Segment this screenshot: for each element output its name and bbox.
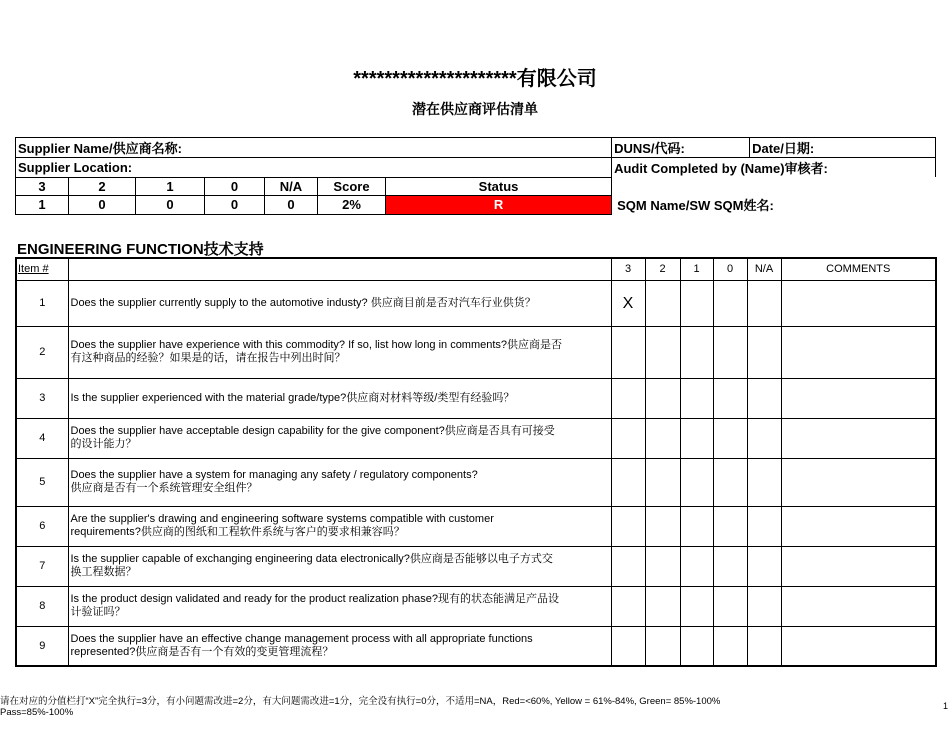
question-line-1: Does the supplier have acceptable design capability for the give component?供应商是否具有可接受 bbox=[70, 425, 555, 437]
audit-completed-label: Audit Completed by (Name)审核者: bbox=[612, 158, 936, 178]
question-line-2: requirements?供应商的图纸和工程软件系统与客户的要求相兼容吗？ bbox=[70, 526, 405, 538]
duns-label: DUNS/代码: bbox=[612, 138, 750, 158]
question-text bbox=[68, 378, 611, 418]
score-cell-3[interactable] bbox=[611, 458, 645, 506]
score-cell-2[interactable] bbox=[645, 586, 680, 626]
score-cell-1[interactable] bbox=[680, 326, 713, 378]
col-2-header: 2 bbox=[645, 258, 680, 280]
score-header-0: 0 bbox=[205, 177, 265, 195]
score-cell-3[interactable] bbox=[611, 546, 645, 586]
question-text bbox=[68, 546, 611, 586]
comments-cell[interactable] bbox=[781, 586, 936, 626]
question-line-1: Does the supplier have an effective change management process with all appropriate functions bbox=[70, 632, 533, 645]
table-row bbox=[16, 280, 936, 326]
audit-blank bbox=[612, 177, 936, 195]
item-number-header: Item # bbox=[16, 258, 68, 280]
score-cell-0[interactable] bbox=[713, 458, 747, 506]
comments-cell[interactable] bbox=[781, 418, 936, 458]
question-line-2: 的设计能力？ bbox=[70, 438, 137, 450]
score-header-2: 2 bbox=[69, 177, 136, 195]
score-cell-1[interactable] bbox=[680, 506, 713, 546]
score-cell-1[interactable] bbox=[680, 586, 713, 626]
question-text bbox=[68, 326, 611, 378]
item-number: 5 bbox=[16, 458, 68, 506]
pass-criteria: Pass=85%-100% bbox=[0, 707, 74, 718]
company-title: *********************有限公司 bbox=[353, 68, 597, 90]
supplier-location-label: Supplier Location: bbox=[16, 158, 612, 178]
score-cell-1[interactable] bbox=[680, 546, 713, 586]
comments-header: COMMENTS bbox=[781, 258, 936, 280]
table-row bbox=[16, 546, 936, 586]
score-cell-2[interactable] bbox=[645, 458, 680, 506]
score-header-1: 1 bbox=[136, 177, 205, 195]
scoring-legend: 请在对应的分值栏打“X”完全执行=3分，有小问题需改进=2分，有大问题需改进=1分，完全没有执行=0分，不适用=NA，Red=<60%, Yellow = 61%-84%, Green= 85%-100% bbox=[0, 696, 721, 707]
score-cell-3[interactable] bbox=[611, 418, 645, 458]
score-header-score: Score bbox=[318, 177, 386, 195]
question-line-2: represented?供应商是否有一个有效的变更管理流程？ bbox=[70, 645, 334, 658]
score-cell-3[interactable]: X bbox=[611, 280, 645, 326]
score-cell-2[interactable] bbox=[645, 546, 680, 586]
score-value-2: 0 bbox=[69, 195, 136, 214]
table-row bbox=[16, 586, 936, 626]
form-subtitle: 潜在供应商评估清单 bbox=[412, 101, 538, 117]
comments-cell[interactable] bbox=[781, 458, 936, 506]
engineering-checklist-table bbox=[15, 257, 937, 667]
score-cell-na[interactable] bbox=[747, 418, 781, 458]
question-line-1: Is the supplier experienced with the material grade/type?供应商对材料等级/类型有经验吗？ bbox=[70, 391, 515, 404]
sqm-name-label: SQM Name/SW SQM姓名: bbox=[617, 198, 774, 213]
score-cell-0[interactable] bbox=[713, 378, 747, 418]
score-cell-2[interactable] bbox=[645, 418, 680, 458]
score-cell-0[interactable] bbox=[713, 626, 747, 666]
score-cell-2[interactable] bbox=[645, 626, 680, 666]
score-cell-na[interactable] bbox=[747, 546, 781, 586]
table-row bbox=[16, 506, 936, 546]
score-cell-0[interactable] bbox=[713, 546, 747, 586]
score-cell-0[interactable] bbox=[713, 326, 747, 378]
col-0-header: 0 bbox=[713, 258, 747, 280]
col-3-header: 3 bbox=[611, 258, 645, 280]
question-line-1: Are the supplier's drawing and engineering software systems compatible with customer bbox=[70, 513, 494, 525]
score-cell-1[interactable] bbox=[680, 280, 713, 326]
item-number: 8 bbox=[16, 586, 68, 626]
score-cell-1[interactable] bbox=[680, 458, 713, 506]
item-number: 2 bbox=[16, 326, 68, 378]
table-row bbox=[16, 378, 936, 418]
score-cell-1[interactable] bbox=[680, 418, 713, 458]
score-cell-3[interactable] bbox=[611, 506, 645, 546]
score-cell-3[interactable] bbox=[611, 378, 645, 418]
date-label: Date/日期: bbox=[750, 138, 936, 158]
question-text bbox=[68, 418, 611, 458]
score-cell-3[interactable] bbox=[611, 326, 645, 378]
comments-cell[interactable] bbox=[781, 280, 936, 326]
score-cell-na[interactable] bbox=[747, 506, 781, 546]
item-number: 9 bbox=[16, 626, 68, 666]
question-line-1: Is the supplier capable of exchanging engineering data electronically?供应商是否能够以电子方式交 bbox=[70, 553, 553, 565]
question-text bbox=[68, 458, 611, 506]
score-cell-2[interactable] bbox=[645, 506, 680, 546]
score-cell-na[interactable] bbox=[747, 378, 781, 418]
question-header bbox=[68, 258, 611, 280]
table-row bbox=[16, 326, 936, 378]
score-cell-0[interactable] bbox=[713, 586, 747, 626]
item-number: 4 bbox=[16, 418, 68, 458]
score-cell-0[interactable] bbox=[713, 506, 747, 546]
score-cell-na[interactable] bbox=[747, 280, 781, 326]
comments-cell[interactable] bbox=[781, 626, 936, 666]
score-value-1: 0 bbox=[136, 195, 205, 214]
col-na-header: N/A bbox=[747, 258, 781, 280]
question-text bbox=[68, 506, 611, 546]
score-header-3: 3 bbox=[16, 177, 69, 195]
score-header-na: N/A bbox=[265, 177, 318, 195]
comments-cell[interactable] bbox=[781, 326, 936, 378]
score-cell-0[interactable] bbox=[713, 418, 747, 458]
supplier-name-label: Supplier Name/供应商名称: bbox=[16, 138, 612, 158]
table-row bbox=[16, 458, 936, 506]
score-value-3: 1 bbox=[16, 195, 69, 214]
question-line-1: Is the product design validated and ready for the product realization phase?现有的状态能满足产品设 bbox=[70, 593, 560, 605]
question-line-2: 计验证吗？ bbox=[70, 606, 126, 618]
score-cell-3[interactable] bbox=[611, 626, 645, 666]
question-line-1: Does the supplier have a system for managing any safety / regulatory components? bbox=[70, 469, 478, 481]
score-cell-na[interactable] bbox=[747, 586, 781, 626]
item-number: 6 bbox=[16, 506, 68, 546]
table-header-row bbox=[16, 258, 936, 280]
question-text bbox=[68, 586, 611, 626]
score-cell-2[interactable] bbox=[645, 280, 680, 326]
score-cell-1[interactable] bbox=[680, 378, 713, 418]
question-line-2: 有这种商品的经验？如果是的话，请在报告中列出时间？ bbox=[70, 352, 346, 364]
question-text bbox=[68, 626, 611, 666]
item-number: 1 bbox=[16, 280, 68, 326]
score-value-score: 2% bbox=[318, 195, 386, 214]
status-badge: R bbox=[386, 195, 612, 214]
table-row bbox=[16, 418, 936, 458]
question-line-1: Does the supplier currently supply to the automotive industy? 供应商目前是否对汽车行业供货？ bbox=[70, 296, 536, 309]
table-row bbox=[16, 626, 936, 666]
score-cell-na[interactable] bbox=[747, 626, 781, 666]
score-cell-2[interactable] bbox=[645, 378, 680, 418]
comments-cell[interactable] bbox=[781, 546, 936, 586]
comments-cell[interactable] bbox=[781, 378, 936, 418]
col-1-header: 1 bbox=[680, 258, 713, 280]
score-cell-3[interactable] bbox=[611, 586, 645, 626]
question-line-2: 换工程数据？ bbox=[70, 566, 137, 578]
score-cell-na[interactable] bbox=[747, 458, 781, 506]
footer-note bbox=[0, 696, 720, 718]
item-number: 3 bbox=[16, 378, 68, 418]
score-value-na: 0 bbox=[265, 195, 318, 214]
comments-cell[interactable] bbox=[781, 506, 936, 546]
section-title: ENGINEERING FUNCTION技术支持 bbox=[17, 241, 264, 258]
supplier-header-table bbox=[15, 137, 936, 215]
score-cell-na[interactable] bbox=[747, 326, 781, 378]
score-cell-1[interactable] bbox=[680, 626, 713, 666]
score-header-status: Status bbox=[386, 177, 612, 195]
score-value-0: 0 bbox=[205, 195, 265, 214]
score-cell-0[interactable] bbox=[713, 280, 747, 326]
page-number: 1 bbox=[942, 701, 948, 711]
score-cell-2[interactable] bbox=[645, 326, 680, 378]
question-text bbox=[68, 280, 611, 326]
question-line-1: Does the supplier have experience with this commodity? If so, list how long in comments?供应商是否 bbox=[70, 339, 563, 351]
item-number: 7 bbox=[16, 546, 68, 586]
question-line-2: 供应商是否有一个系统管理安全组件？ bbox=[70, 482, 258, 494]
